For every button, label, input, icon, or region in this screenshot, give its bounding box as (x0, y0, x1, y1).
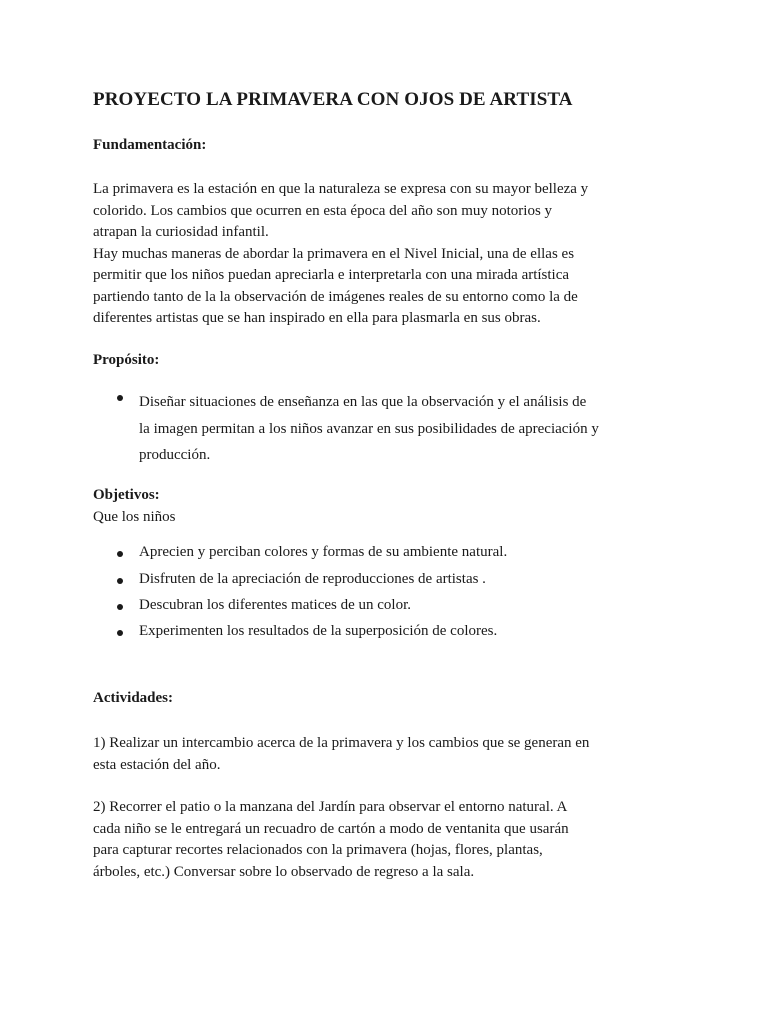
objetivo-item-text: Disfruten de la apreciación de reproducciones de artistas . (139, 571, 486, 587)
list-item-line: Diseñar situaciones de enseñanza en las que la observación y el análisis de (139, 394, 587, 410)
activity-2-paragraph (93, 797, 683, 883)
paragraph-line: permitir que los niños puedan apreciarla e interpretarla con una mirada artística (93, 267, 570, 283)
paragraph-line: árboles, etc.) Conversar sobre lo observado de regreso a la sala. (93, 863, 475, 880)
bullet-icon (117, 604, 123, 610)
paragraph-line: cada niño se le entregará un recuadro de cartón a modo de ventanita que usarán (93, 820, 569, 837)
bullet-icon (117, 395, 123, 401)
section-heading-fundamentacion: Fundamentación: (93, 137, 207, 153)
objetivo-item-text: Aprecien y perciban colores y formas de su ambiente natural. (139, 544, 508, 560)
paragraph-line: atrapan la curiosidad infantil. (93, 224, 269, 240)
list-item-line: producción. (139, 447, 211, 463)
paragraph-line: Hay muchas maneras de abordar la primavera en el Nivel Inicial, una de ellas es (93, 245, 575, 262)
fundamentacion-paragraph (93, 179, 683, 330)
proposito-item-text (139, 389, 599, 469)
objetivos-intro: Que los niños (93, 509, 176, 525)
paragraph-line: esta estación del año. (93, 756, 221, 773)
section-heading-actividades: Actividades: (93, 690, 173, 706)
paragraph-line: para capturar recortes relacionados con la primavera (hojas, flores, plantas, (93, 842, 543, 858)
bullet-icon (117, 578, 123, 584)
paragraph-line: diferentes artistas que se han inspirado en ella para plasmarla en sus obras. (93, 310, 541, 326)
objetivo-item-text: Descubran los diferentes matices de un color. (139, 597, 411, 613)
objetivo-item-text: Experimenten los resultados de la superposición de colores. (139, 623, 498, 639)
paragraph-line: colorido. Los cambios que ocurren en esta época del año son muy notorios y (93, 202, 553, 219)
section-heading-proposito: Propósito: (93, 352, 160, 368)
document-title: PROYECTO LA PRIMAVERA CON OJOS DE ARTISTA (93, 89, 573, 110)
bullet-icon (117, 630, 123, 636)
activity-1-paragraph (93, 733, 683, 776)
list-item-line: la imagen permitan a los niños avanzar en sus posibilidades de apreciación y (139, 420, 599, 437)
bullet-icon (117, 551, 123, 557)
paragraph-line: 2) Recorrer el patio o la manzana del Jardín para observar el entorno natural. A (93, 799, 568, 815)
paragraph-line: 1) Realizar un intercambio acerca de la primavera y los cambios que se generan en (93, 735, 590, 751)
section-heading-objetivos: Objetivos: (93, 487, 160, 503)
paragraph-line: La primavera es la estación en que la naturaleza se expresa con su mayor belleza y (93, 181, 589, 197)
paragraph-line: partiendo tanto de la la observación de imágenes reales de su entorno como la de (93, 288, 578, 305)
